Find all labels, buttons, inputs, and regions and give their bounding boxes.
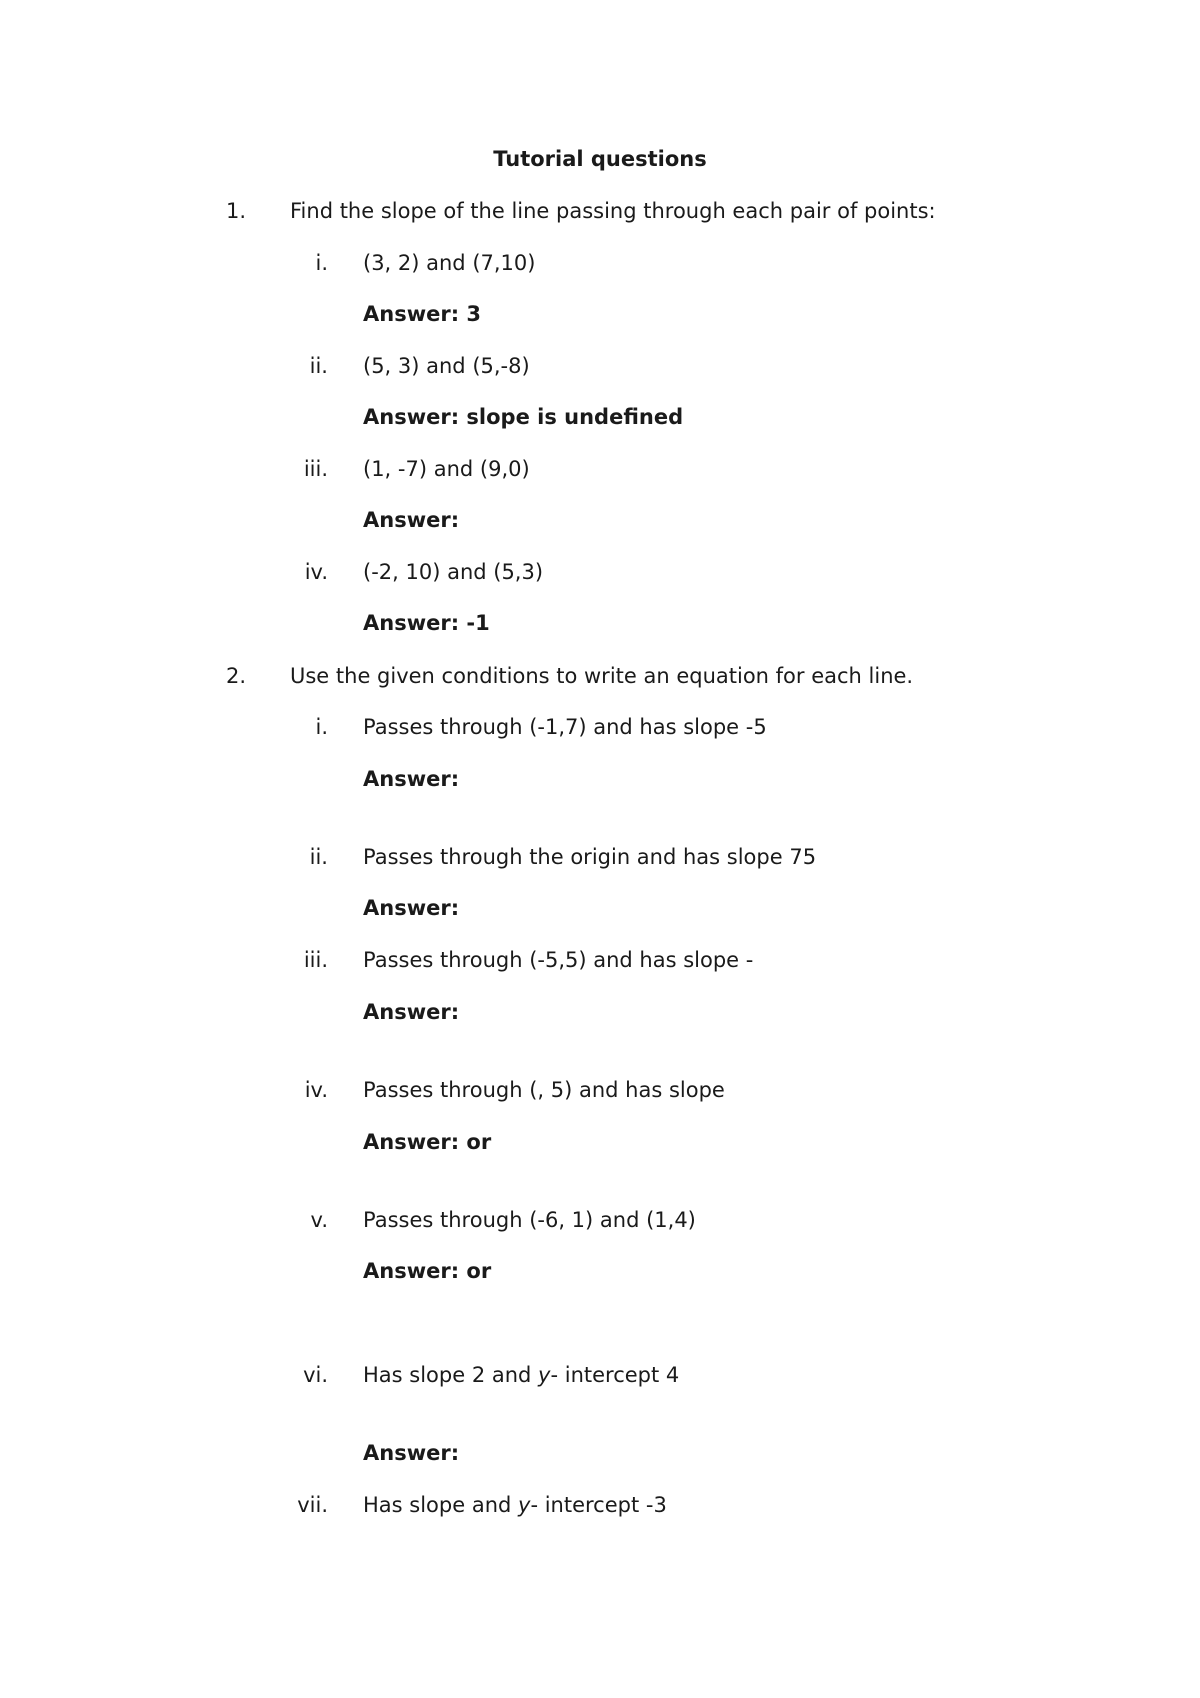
- answer-label: Answer:: [363, 1441, 460, 1465]
- part-text-before: Has slope 2 and: [363, 1363, 539, 1387]
- answer-label: Answer:: [363, 508, 460, 532]
- q2-part-text: Passes through the origin and has slope 75: [363, 845, 817, 869]
- q1-part-text: (-2, 10) and (5,3): [363, 560, 544, 584]
- answer-value: or: [466, 1130, 492, 1154]
- q2-part-label: i.: [315, 715, 328, 739]
- q2-part-text: [363, 1362, 679, 1388]
- q2-part-text: Passes through (-1,7) and has slope -5: [363, 715, 767, 739]
- q2-part-answer: [363, 1129, 491, 1155]
- q2-part-text: Passes through (-6, 1) and (1,4): [363, 1208, 696, 1232]
- part-text-after: - intercept 4: [550, 1363, 680, 1387]
- part-text-italic: y: [518, 1493, 531, 1517]
- q2-part-text: Passes through (, 5) and has slope: [363, 1078, 725, 1102]
- q2-part-label: v.: [310, 1208, 328, 1232]
- q1-part-label: i.: [315, 251, 328, 275]
- answer-label: Answer:: [363, 611, 460, 635]
- answer-label: Answer:: [363, 405, 460, 429]
- q2-part-label: vi.: [303, 1363, 328, 1387]
- q2-part-label: iii.: [303, 948, 328, 972]
- question-1-text: Find the slope of the line passing through each pair of points:: [290, 199, 936, 223]
- answer-value: slope is undefined: [466, 405, 684, 429]
- answer-value: -1: [466, 611, 490, 635]
- q2-part-answer: [363, 1258, 491, 1284]
- answer-label: Answer:: [363, 767, 460, 791]
- q1-part-answer: [363, 301, 481, 327]
- answer-label: Answer:: [363, 896, 460, 920]
- part-text-italic: y: [538, 1363, 551, 1387]
- page-title: Tutorial questions: [493, 147, 707, 171]
- q2-part-answer: [363, 999, 459, 1025]
- answer-label: Answer:: [363, 1130, 460, 1154]
- answer-value: 3: [466, 302, 482, 326]
- question-1-number: 1.: [226, 199, 247, 223]
- question-2-text: Use the given conditions to write an equation for each line.: [290, 664, 914, 688]
- q2-part-answer: [363, 1440, 459, 1466]
- q1-part-label: iii.: [303, 457, 328, 481]
- answer-label: Answer:: [363, 1000, 460, 1024]
- q2-part-label: iv.: [304, 1078, 328, 1102]
- q2-part-answer: [363, 895, 459, 921]
- answer-label: Answer:: [363, 302, 460, 326]
- q1-part-label: ii.: [309, 354, 328, 378]
- q1-part-text: (3, 2) and (7,10): [363, 251, 536, 275]
- q2-part-text: Passes through (-5,5) and has slope -: [363, 948, 754, 972]
- q1-part-label: iv.: [304, 560, 328, 584]
- q1-part-text: (5, 3) and (5,-8): [363, 354, 530, 378]
- q2-part-label: ii.: [309, 845, 328, 869]
- q2-part-label: vii.: [297, 1493, 328, 1517]
- q1-part-text: (1, -7) and (9,0): [363, 457, 530, 481]
- q1-part-answer: [363, 507, 459, 533]
- q2-part-answer: [363, 766, 459, 792]
- q1-part-answer: [363, 610, 490, 636]
- answer-value: or: [466, 1259, 492, 1283]
- part-text-after: - intercept -3: [530, 1493, 667, 1517]
- part-text-before: Has slope and: [363, 1493, 519, 1517]
- q1-part-answer: [363, 404, 683, 430]
- answer-label: Answer:: [363, 1259, 460, 1283]
- question-2-number: 2.: [226, 664, 247, 688]
- q2-part-text: [363, 1492, 667, 1518]
